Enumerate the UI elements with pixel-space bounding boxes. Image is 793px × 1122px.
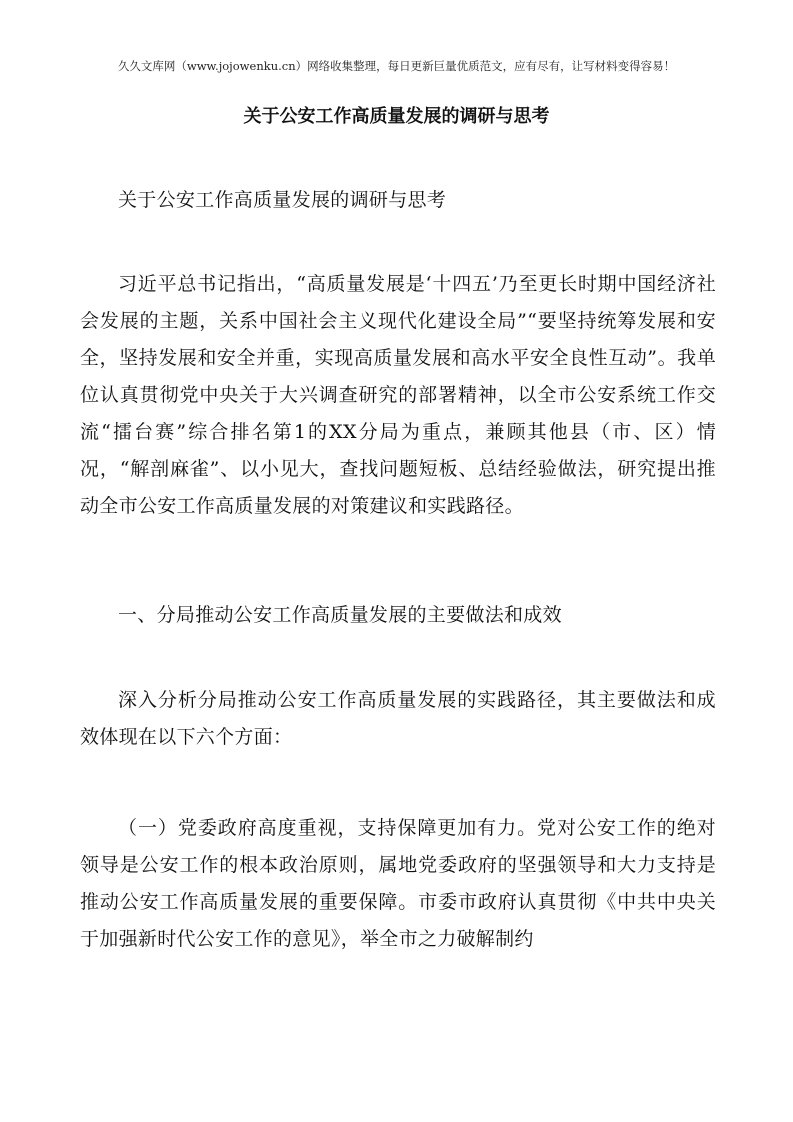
analysis-paragraph: 深入分析分局推动公安工作高质量发展的实践路径，其主要做法和成效体现在以下六个方面：	[80, 689, 716, 748]
item-1-paragraph: （一）党委政府高度重视，支持保障更加有力。党对公安工作的绝对领导是公安工作的根本政治原则，属地党委政府的坚强领导和大力支持是推动公安工作高质量发展的重要保障。市委市政府认真贯彻《中共中央关于加强新时代公安工作的意见》，举全市之力破解制约	[80, 817, 716, 950]
intro-paragraph: 习近平总书记指出，“高质量发展是‘十四五’乃至更长时期中国经济社会发展的主题，关系中国社会主义现代化建设全局”“要坚持统筹发展和安全，坚持发展和安全并重，实现高质量发展和高水平安全良性互动”。我单位认真贯彻党中央关于大兴调查研究的部署精神，以全市公安系统工作交流“擂台赛”综合排名第1的XX分局为重点，兼顾其他县（市、区）情况，“解剖麻雀”、以小见大，查找问题短板、总结经验做法，研究提出推动全市公安工作高质量发展的对策建议和实践路径。	[80, 273, 716, 517]
document-title: 关于公安工作高质量发展的调研与思考	[243, 106, 550, 127]
section-heading-1: 一、分局推动公安工作高质量发展的主要做法和成效	[118, 604, 562, 626]
header-note: 久久文库网（www.jojowenku.cn）网络收集整理，每日更新巨量优质范文，应有尽有，让写材料变得容易！	[117, 59, 676, 73]
document-subtitle: 关于公安工作高质量发展的调研与思考	[118, 189, 447, 211]
